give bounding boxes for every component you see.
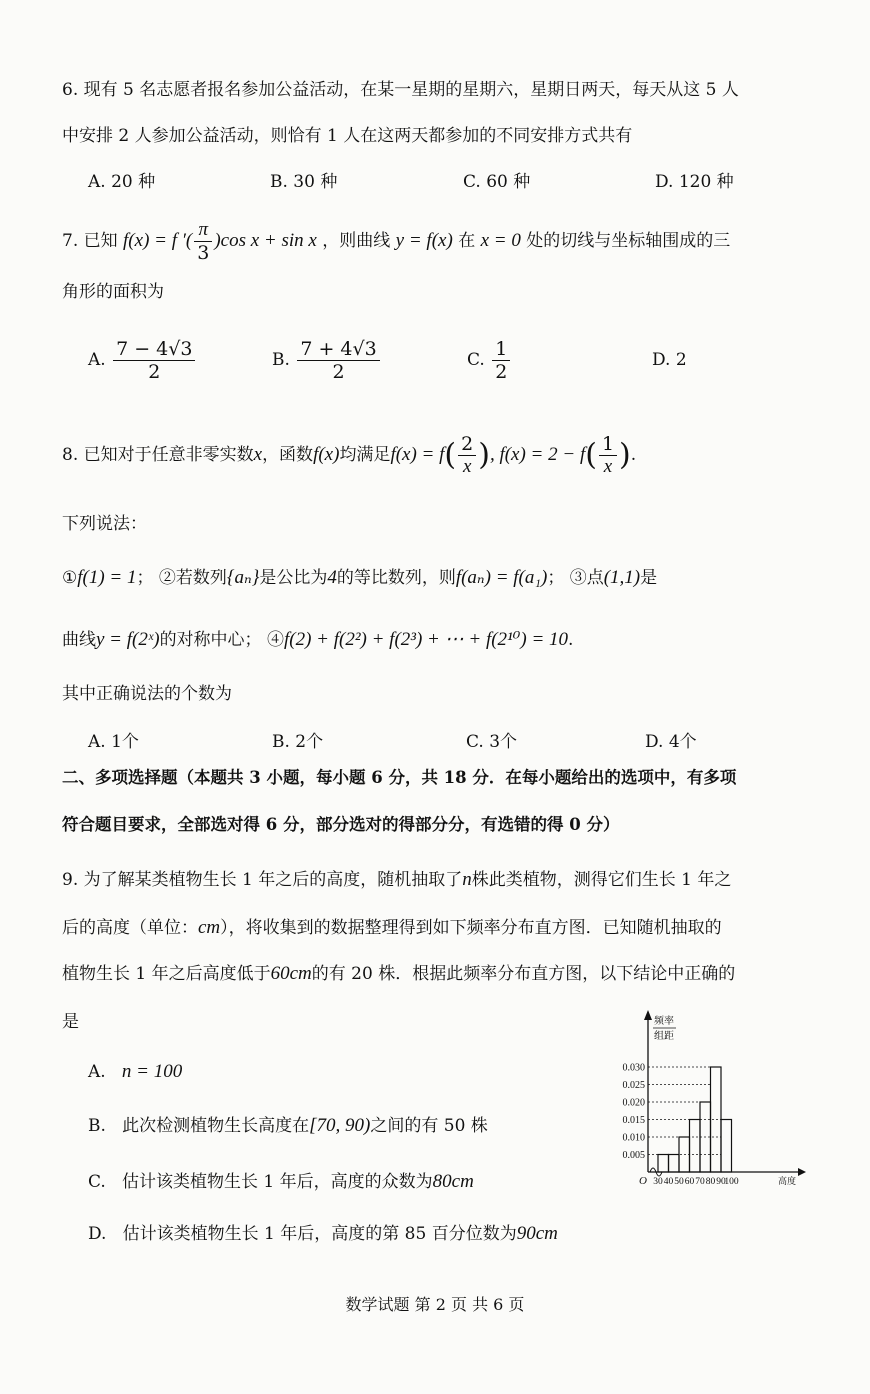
q6-option-b[interactable]: B. 30 种: [270, 172, 338, 192]
histogram-bar: [669, 1155, 680, 1173]
y-tick-label: 0.005: [622, 1150, 645, 1161]
q8-option-a[interactable]: A. 1个: [88, 732, 139, 752]
x-tick-label: 60: [684, 1177, 695, 1187]
histogram-bar: [658, 1155, 669, 1173]
q9-option-d[interactable]: D. 估计该类植物生长 1 年后，高度的第 85 百分位数为90cm: [88, 1223, 558, 1244]
y-tick-label: 0.020: [622, 1097, 645, 1109]
q7-option-b[interactable]: B. $\frac{7 + 4√3}{2}$: [272, 334, 382, 386]
q6-option-a[interactable]: A. 20 种: [88, 172, 156, 192]
two-over-x: $\frac{2}{x}$: [458, 433, 476, 478]
pi-over-3: $\frac{\pi}{3}$: [194, 219, 212, 264]
section2-header-line2: 符合题目要求，全部选对得 6 分，部分选对的得部分分，有选错的得 0 分）: [62, 815, 620, 834]
x-tick-label: 50: [674, 1177, 684, 1187]
q8-statements-line2: 曲线y = f(2ˣ)的对称中心； ④f(2) + f(2²) + f(2³) + ⋯ + f(2¹⁰) = 10.: [62, 629, 574, 650]
q8-stem-line5: 其中正确说法的个数为: [62, 684, 232, 704]
q6-option-d[interactable]: D. 120 种: [655, 172, 734, 192]
q8-stem-line1: 8. 已知对于任意非零实数x，函数f(x)均满足f(x) = f( $\frac{2}{x}$ ), f(x) = 2 − f( $\frac{1}{x}$ ).: [62, 433, 637, 477]
q8-option-c[interactable]: C. 3个: [466, 732, 518, 752]
q6-stem-line1: 6. 现有 5 名志愿者报名参加公益活动，在某一星期的星期六，星期日两天，每天从这 5 人: [62, 80, 739, 100]
q7-stem-line1: 7. 已知 f(x) = f ′( $\frac{\pi}{3}$ )cos x + sin x ，则曲线 y = f(x) 在 x = 0 处的切线与坐标轴围成的三: [62, 219, 731, 264]
one-over-x: $\frac{1}{x}$: [599, 433, 617, 478]
origin-label: O: [639, 1175, 647, 1187]
x-tick-label: 90: [716, 1177, 726, 1187]
q7-option-a[interactable]: A. $\frac{7 - 4√3}{2}$: [88, 334, 197, 386]
q8-option-d[interactable]: D. 4个: [645, 732, 697, 752]
q7-option-b-fraction: $\frac{7 + 4√3}{2}$: [297, 338, 379, 383]
x-axis-label: 高度: [778, 1176, 797, 1186]
x-tick-label: 80: [705, 1177, 716, 1187]
y-tick-label: 0.010: [622, 1132, 645, 1144]
q7-stem-line2: 角形的面积为: [62, 282, 164, 302]
y-tick-label: 0.015: [622, 1115, 645, 1126]
y-tick-label: 0.025: [622, 1080, 645, 1091]
q9-stem-line2: 后的高度（单位：cm），将收集到的数据整理得到如下频率分布直方图．已知随机抽取的: [62, 917, 722, 938]
x-tick-label: 40: [663, 1177, 674, 1187]
section2-header-line1: 二、多项选择题（本题共 3 小题，每小题 6 分，共 18 分．在每小题给出的选项中，有多项: [62, 768, 737, 787]
q9-option-a[interactable]: A. n = 100: [88, 1061, 183, 1082]
histogram-bar: [690, 1120, 701, 1173]
q9-option-b[interactable]: B. 此次检测植物生长高度在[70, 90)之间的有 50 株: [88, 1115, 488, 1136]
histogram-bar: [721, 1120, 732, 1173]
x-axis-arrow-icon: [798, 1168, 806, 1176]
q9-option-c[interactable]: C. 估计该类植物生长 1 年后，高度的众数为80cm: [88, 1171, 474, 1192]
x-tick-label: 100: [724, 1177, 739, 1187]
q9-stem-line4: 是: [62, 1012, 79, 1032]
q7-option-c[interactable]: C. $\frac{1}{2}$: [467, 334, 512, 386]
q6-stem-line2: 中安排 2 人参加公益活动，则恰有 1 人在这两天都参加的不同安排方式共有: [62, 126, 633, 146]
q9-stem-line3: 植物生长 1 年之后高度低于60cm的有 20 株．根据此频率分布直方图，以下结论中正确的: [62, 963, 736, 984]
x-tick-label: 30: [653, 1177, 663, 1187]
x-tick-label: 70: [695, 1177, 705, 1187]
q9-stem-line1: 9. 为了解某类植物生长 1 年之后的高度，随机抽取了n株此类植物，测得它们生长 1 年之: [62, 869, 732, 890]
q6-option-c[interactable]: C. 60 种: [463, 172, 531, 192]
page-footer: 数学试题 第 2 页 共 6 页: [345, 1295, 525, 1314]
frequency-histogram: [598, 1004, 818, 1204]
q8-statements-line: ①f(1) = 1； ②若数列{aₙ}是公比为4的等比数列，则f(aₙ) = f(a₁)； ③点(1,1)是: [62, 567, 658, 588]
q7-option-a-fraction: $\frac{7 - 4√3}{2}$: [113, 338, 195, 383]
y-axis-arrow-icon: [644, 1010, 652, 1020]
y-axis-label-denominator: 组距: [654, 1031, 674, 1042]
y-tick-label: 0.030: [622, 1062, 645, 1074]
q8-option-b[interactable]: B. 2个: [272, 732, 324, 752]
q7-option-c-fraction: $\frac{1}{2}$: [492, 338, 510, 383]
q7-option-d[interactable]: D. 2: [652, 350, 687, 370]
q8-stem-line2: 下列说法：: [62, 514, 147, 534]
y-axis-label-numerator: 频率: [654, 1016, 674, 1027]
